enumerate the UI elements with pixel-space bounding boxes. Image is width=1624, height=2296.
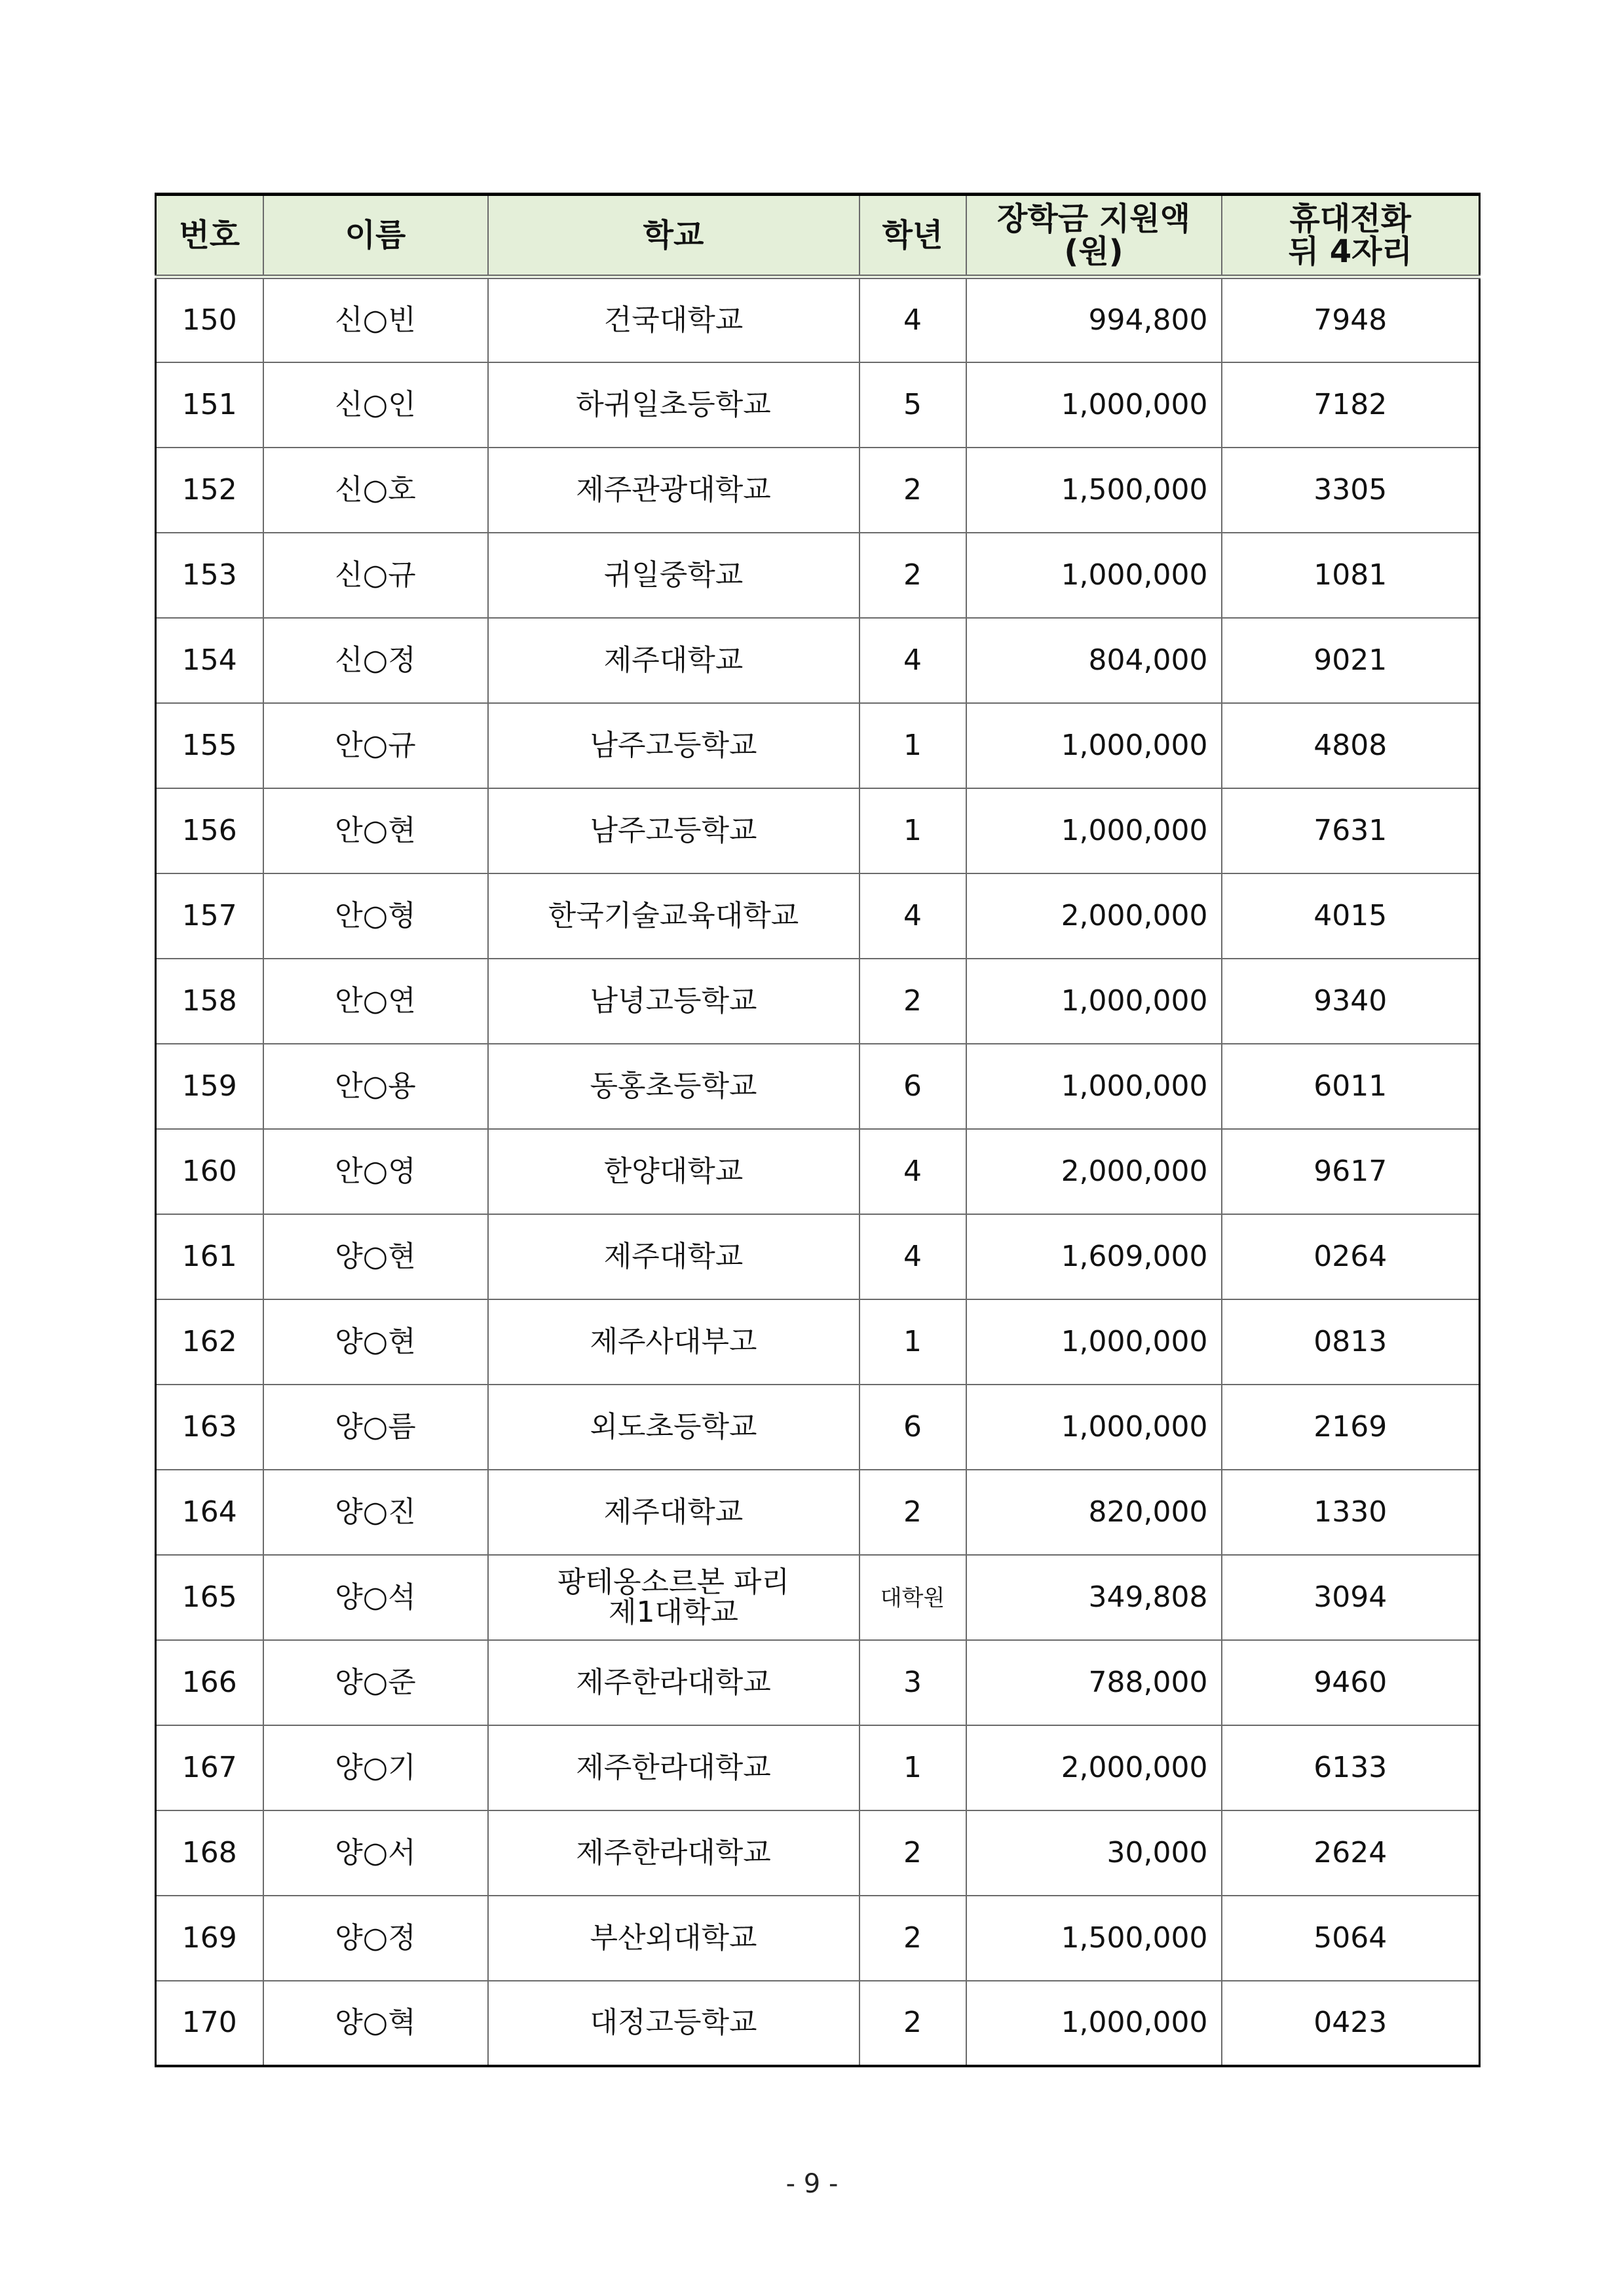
cell-amount: 2,000,000 — [966, 873, 1222, 959]
cell-grade — [859, 277, 966, 362]
cell-school — [488, 1896, 859, 1981]
cell-school — [488, 448, 859, 533]
cell-phone: 7948 — [1222, 277, 1480, 362]
cell-phone: 3305 — [1222, 448, 1480, 533]
cell-grade — [859, 703, 966, 788]
cell-amount: 1,000,000 — [966, 1385, 1222, 1470]
header-grade: 학년 — [859, 195, 966, 277]
table-row — [156, 873, 1480, 959]
cell-phone: 7631 — [1222, 788, 1480, 873]
cell-phone: 0423 — [1222, 1981, 1480, 2066]
cell-no: 154 — [156, 618, 263, 703]
header-row — [156, 195, 1480, 277]
cell-grade — [859, 1725, 966, 1810]
cell-no: 165 — [156, 1555, 263, 1640]
cell-phone: 0264 — [1222, 1214, 1480, 1299]
cell-amount: 1,000,000 — [966, 703, 1222, 788]
cell-amount: 820,000 — [966, 1470, 1222, 1555]
cell-grade — [859, 533, 966, 618]
cell-grade-value: 1 — [903, 1750, 922, 1784]
table-row — [156, 1385, 1480, 1470]
cell-grade — [859, 1555, 966, 1640]
cell-phone: 6011 — [1222, 1044, 1480, 1129]
cell-grade — [859, 959, 966, 1044]
cell-grade-value: 2 — [903, 558, 922, 592]
table-row — [156, 1555, 1480, 1640]
header-school: 학교 — [488, 195, 859, 277]
cell-school-line1: 팡테옹소르본 파리 — [557, 1565, 790, 1599]
table-row — [156, 1044, 1480, 1129]
cell-no: 162 — [156, 1299, 263, 1385]
cell-phone: 9021 — [1222, 618, 1480, 703]
cell-amount: 1,000,000 — [966, 362, 1222, 448]
cell-phone: 2169 — [1222, 1385, 1480, 1470]
cell-name: 양○준 — [263, 1640, 488, 1725]
cell-no: 167 — [156, 1725, 263, 1810]
cell-name: 양○정 — [263, 1896, 488, 1981]
cell-phone: 4015 — [1222, 873, 1480, 959]
cell-grade-value: 1 — [903, 728, 922, 762]
header-name: 이름 — [263, 195, 488, 277]
cell-school — [488, 1555, 859, 1640]
cell-grade-value: 4 — [903, 643, 922, 677]
table-row — [156, 448, 1480, 533]
cell-school — [488, 1981, 859, 2066]
header-phone-line2: 뒤 4자리 — [1288, 233, 1412, 270]
cell-school — [488, 788, 859, 873]
cell-no: 152 — [156, 448, 263, 533]
cell-school-line1: 남주고등학교 — [590, 813, 757, 847]
table-row — [156, 1129, 1480, 1214]
cell-school — [488, 959, 859, 1044]
table-row — [156, 533, 1480, 618]
cell-name: 신○인 — [263, 362, 488, 448]
cell-amount: 1,500,000 — [966, 1896, 1222, 1981]
cell-name: 양○혁 — [263, 1981, 488, 2066]
cell-school-line1: 남녕고등학교 — [590, 984, 757, 1018]
cell-school — [488, 277, 859, 362]
header-amount-line2: (원) — [1064, 233, 1124, 270]
cell-name: 안○현 — [263, 788, 488, 873]
cell-no: 155 — [156, 703, 263, 788]
cell-grade — [859, 1299, 966, 1385]
cell-school — [488, 873, 859, 959]
cell-school — [488, 1299, 859, 1385]
cell-name: 안○영 — [263, 1129, 488, 1214]
cell-school-line1: 제주관광대학교 — [576, 472, 771, 507]
cell-no: 166 — [156, 1640, 263, 1725]
cell-grade-value: 2 — [903, 1495, 922, 1529]
table-row — [156, 362, 1480, 448]
cell-no: 161 — [156, 1214, 263, 1299]
cell-phone: 3094 — [1222, 1555, 1480, 1640]
cell-phone: 1330 — [1222, 1470, 1480, 1555]
cell-school-line1: 한국기술교육대학교 — [548, 898, 799, 932]
cell-school-line1: 외도초등학교 — [590, 1409, 757, 1444]
cell-grade — [859, 362, 966, 448]
cell-school — [488, 1640, 859, 1725]
cell-grade — [859, 1385, 966, 1470]
table-row — [156, 788, 1480, 873]
cell-amount: 804,000 — [966, 618, 1222, 703]
table-row — [156, 1640, 1480, 1725]
cell-grade — [859, 1129, 966, 1214]
cell-phone: 0813 — [1222, 1299, 1480, 1385]
cell-name: 안○연 — [263, 959, 488, 1044]
cell-amount: 2,000,000 — [966, 1129, 1222, 1214]
cell-amount: 1,000,000 — [966, 533, 1222, 618]
header-phone — [1222, 195, 1480, 277]
table-row — [156, 1214, 1480, 1299]
cell-amount: 1,000,000 — [966, 1044, 1222, 1129]
cell-phone: 9340 — [1222, 959, 1480, 1044]
cell-school — [488, 1470, 859, 1555]
cell-amount: 1,000,000 — [966, 788, 1222, 873]
cell-school-line1: 귀일중학교 — [603, 558, 744, 592]
cell-grade-value: 4 — [903, 303, 922, 337]
cell-grade — [859, 788, 966, 873]
scholarship-table — [155, 193, 1481, 2067]
cell-name: 안○용 — [263, 1044, 488, 1129]
cell-no: 160 — [156, 1129, 263, 1214]
cell-grade-value: 2 — [903, 984, 922, 1018]
cell-name: 신○정 — [263, 618, 488, 703]
cell-no: 170 — [156, 1981, 263, 2066]
cell-school-line1: 제주대학교 — [603, 1495, 744, 1529]
table-row — [156, 703, 1480, 788]
cell-no: 150 — [156, 277, 263, 362]
cell-grade — [859, 1470, 966, 1555]
cell-name: 안○형 — [263, 873, 488, 959]
cell-phone: 5064 — [1222, 1896, 1480, 1981]
cell-grade — [859, 1640, 966, 1725]
cell-school — [488, 1044, 859, 1129]
page-number: - 9 - — [785, 2169, 839, 2199]
cell-school-line1: 제주한라대학교 — [576, 1665, 771, 1699]
cell-no: 151 — [156, 362, 263, 448]
cell-school — [488, 1810, 859, 1896]
cell-name: 양○진 — [263, 1470, 488, 1555]
cell-name: 안○규 — [263, 703, 488, 788]
scholarship-table-container — [155, 193, 1479, 2067]
cell-school — [488, 1214, 859, 1299]
cell-school-line1: 남주고등학교 — [590, 728, 757, 762]
table-row — [156, 959, 1480, 1044]
cell-name: 양○기 — [263, 1725, 488, 1810]
cell-phone: 6133 — [1222, 1725, 1480, 1810]
cell-grade-value: 2 — [903, 2006, 922, 2039]
cell-no: 156 — [156, 788, 263, 873]
cell-amount: 1,000,000 — [966, 1299, 1222, 1385]
cell-school-line1: 대정고등학교 — [590, 2006, 757, 2039]
cell-school-line1: 동홍초등학교 — [590, 1069, 757, 1103]
cell-name: 양○름 — [263, 1385, 488, 1470]
cell-grade — [859, 1044, 966, 1129]
cell-school-line2: 제1대학교 — [608, 1595, 738, 1629]
cell-school-line1: 하귀일초등학교 — [576, 387, 771, 421]
cell-amount: 1,000,000 — [966, 959, 1222, 1044]
cell-grade-value: 6 — [903, 1409, 922, 1444]
cell-grade — [859, 448, 966, 533]
cell-school — [488, 618, 859, 703]
cell-school-line1: 제주대학교 — [603, 1239, 744, 1273]
cell-phone: 4808 — [1222, 703, 1480, 788]
cell-school — [488, 1725, 859, 1810]
cell-school — [488, 1385, 859, 1470]
cell-grade-value: 2 — [903, 472, 922, 507]
cell-no: 168 — [156, 1810, 263, 1896]
cell-name: 양○서 — [263, 1810, 488, 1896]
cell-no: 164 — [156, 1470, 263, 1555]
cell-name: 신○호 — [263, 448, 488, 533]
cell-grade — [859, 1214, 966, 1299]
cell-school-line1: 한양대학교 — [603, 1154, 744, 1188]
table-row — [156, 618, 1480, 703]
table-body — [156, 277, 1480, 2066]
cell-school — [488, 703, 859, 788]
cell-grade-value: 1 — [903, 1324, 922, 1358]
table-row — [156, 1299, 1480, 1385]
cell-phone: 7182 — [1222, 362, 1480, 448]
cell-grade-value: 1 — [903, 813, 922, 847]
cell-grade-value: 4 — [903, 898, 922, 932]
cell-name: 신○빈 — [263, 277, 488, 362]
cell-grade-value: 2 — [903, 1921, 922, 1955]
header-no: 번호 — [156, 195, 263, 277]
cell-school-line1: 제주대학교 — [603, 643, 744, 677]
table-row — [156, 277, 1480, 362]
cell-amount: 2,000,000 — [966, 1725, 1222, 1810]
cell-no: 169 — [156, 1896, 263, 1981]
header-amount — [966, 195, 1222, 277]
cell-school — [488, 362, 859, 448]
cell-amount: 994,800 — [966, 277, 1222, 362]
cell-grade — [859, 1810, 966, 1896]
table-header — [156, 195, 1480, 277]
cell-grade — [859, 1896, 966, 1981]
cell-school-line1: 제주한라대학교 — [576, 1835, 771, 1869]
cell-amount: 30,000 — [966, 1810, 1222, 1896]
cell-school — [488, 1129, 859, 1214]
cell-no: 158 — [156, 959, 263, 1044]
cell-grade-value: 3 — [903, 1665, 922, 1699]
cell-name: 신○규 — [263, 533, 488, 618]
cell-no: 157 — [156, 873, 263, 959]
cell-school-line1: 건국대학교 — [603, 303, 744, 337]
cell-grade — [859, 873, 966, 959]
table-row — [156, 1725, 1480, 1810]
table-row — [156, 1896, 1480, 1981]
cell-grade-value: 2 — [903, 1835, 922, 1869]
cell-no: 153 — [156, 533, 263, 618]
header-amount-line1: 장학금 지원액 — [997, 201, 1190, 237]
cell-phone: 2624 — [1222, 1810, 1480, 1896]
cell-phone: 9617 — [1222, 1129, 1480, 1214]
cell-grade-value: 4 — [903, 1239, 922, 1273]
table-row — [156, 1470, 1480, 1555]
cell-amount: 349,808 — [966, 1555, 1222, 1640]
cell-school — [488, 533, 859, 618]
cell-name: 양○현 — [263, 1214, 488, 1299]
cell-grade-value: 5 — [903, 387, 922, 421]
cell-grade — [859, 1981, 966, 2066]
cell-no: 159 — [156, 1044, 263, 1129]
table-row — [156, 1981, 1480, 2066]
cell-school-line1: 부산외대학교 — [590, 1921, 757, 1955]
cell-amount: 788,000 — [966, 1640, 1222, 1725]
cell-name: 양○현 — [263, 1299, 488, 1385]
cell-phone: 1081 — [1222, 533, 1480, 618]
cell-name: 양○석 — [263, 1555, 488, 1640]
cell-amount: 1,500,000 — [966, 448, 1222, 533]
cell-amount: 1,000,000 — [966, 1981, 1222, 2066]
header-phone-line1: 휴대전화 — [1289, 201, 1411, 237]
cell-school-line1: 제주사대부고 — [590, 1324, 757, 1358]
cell-phone: 9460 — [1222, 1640, 1480, 1725]
cell-grade — [859, 618, 966, 703]
cell-amount: 1,609,000 — [966, 1214, 1222, 1299]
table-row — [156, 1810, 1480, 1896]
cell-grade-value: 4 — [903, 1154, 922, 1188]
cell-school-line1: 제주한라대학교 — [576, 1750, 771, 1784]
cell-grade-value: 대학원 — [880, 1585, 945, 1611]
cell-no: 163 — [156, 1385, 263, 1470]
cell-grade-value: 6 — [903, 1069, 922, 1103]
